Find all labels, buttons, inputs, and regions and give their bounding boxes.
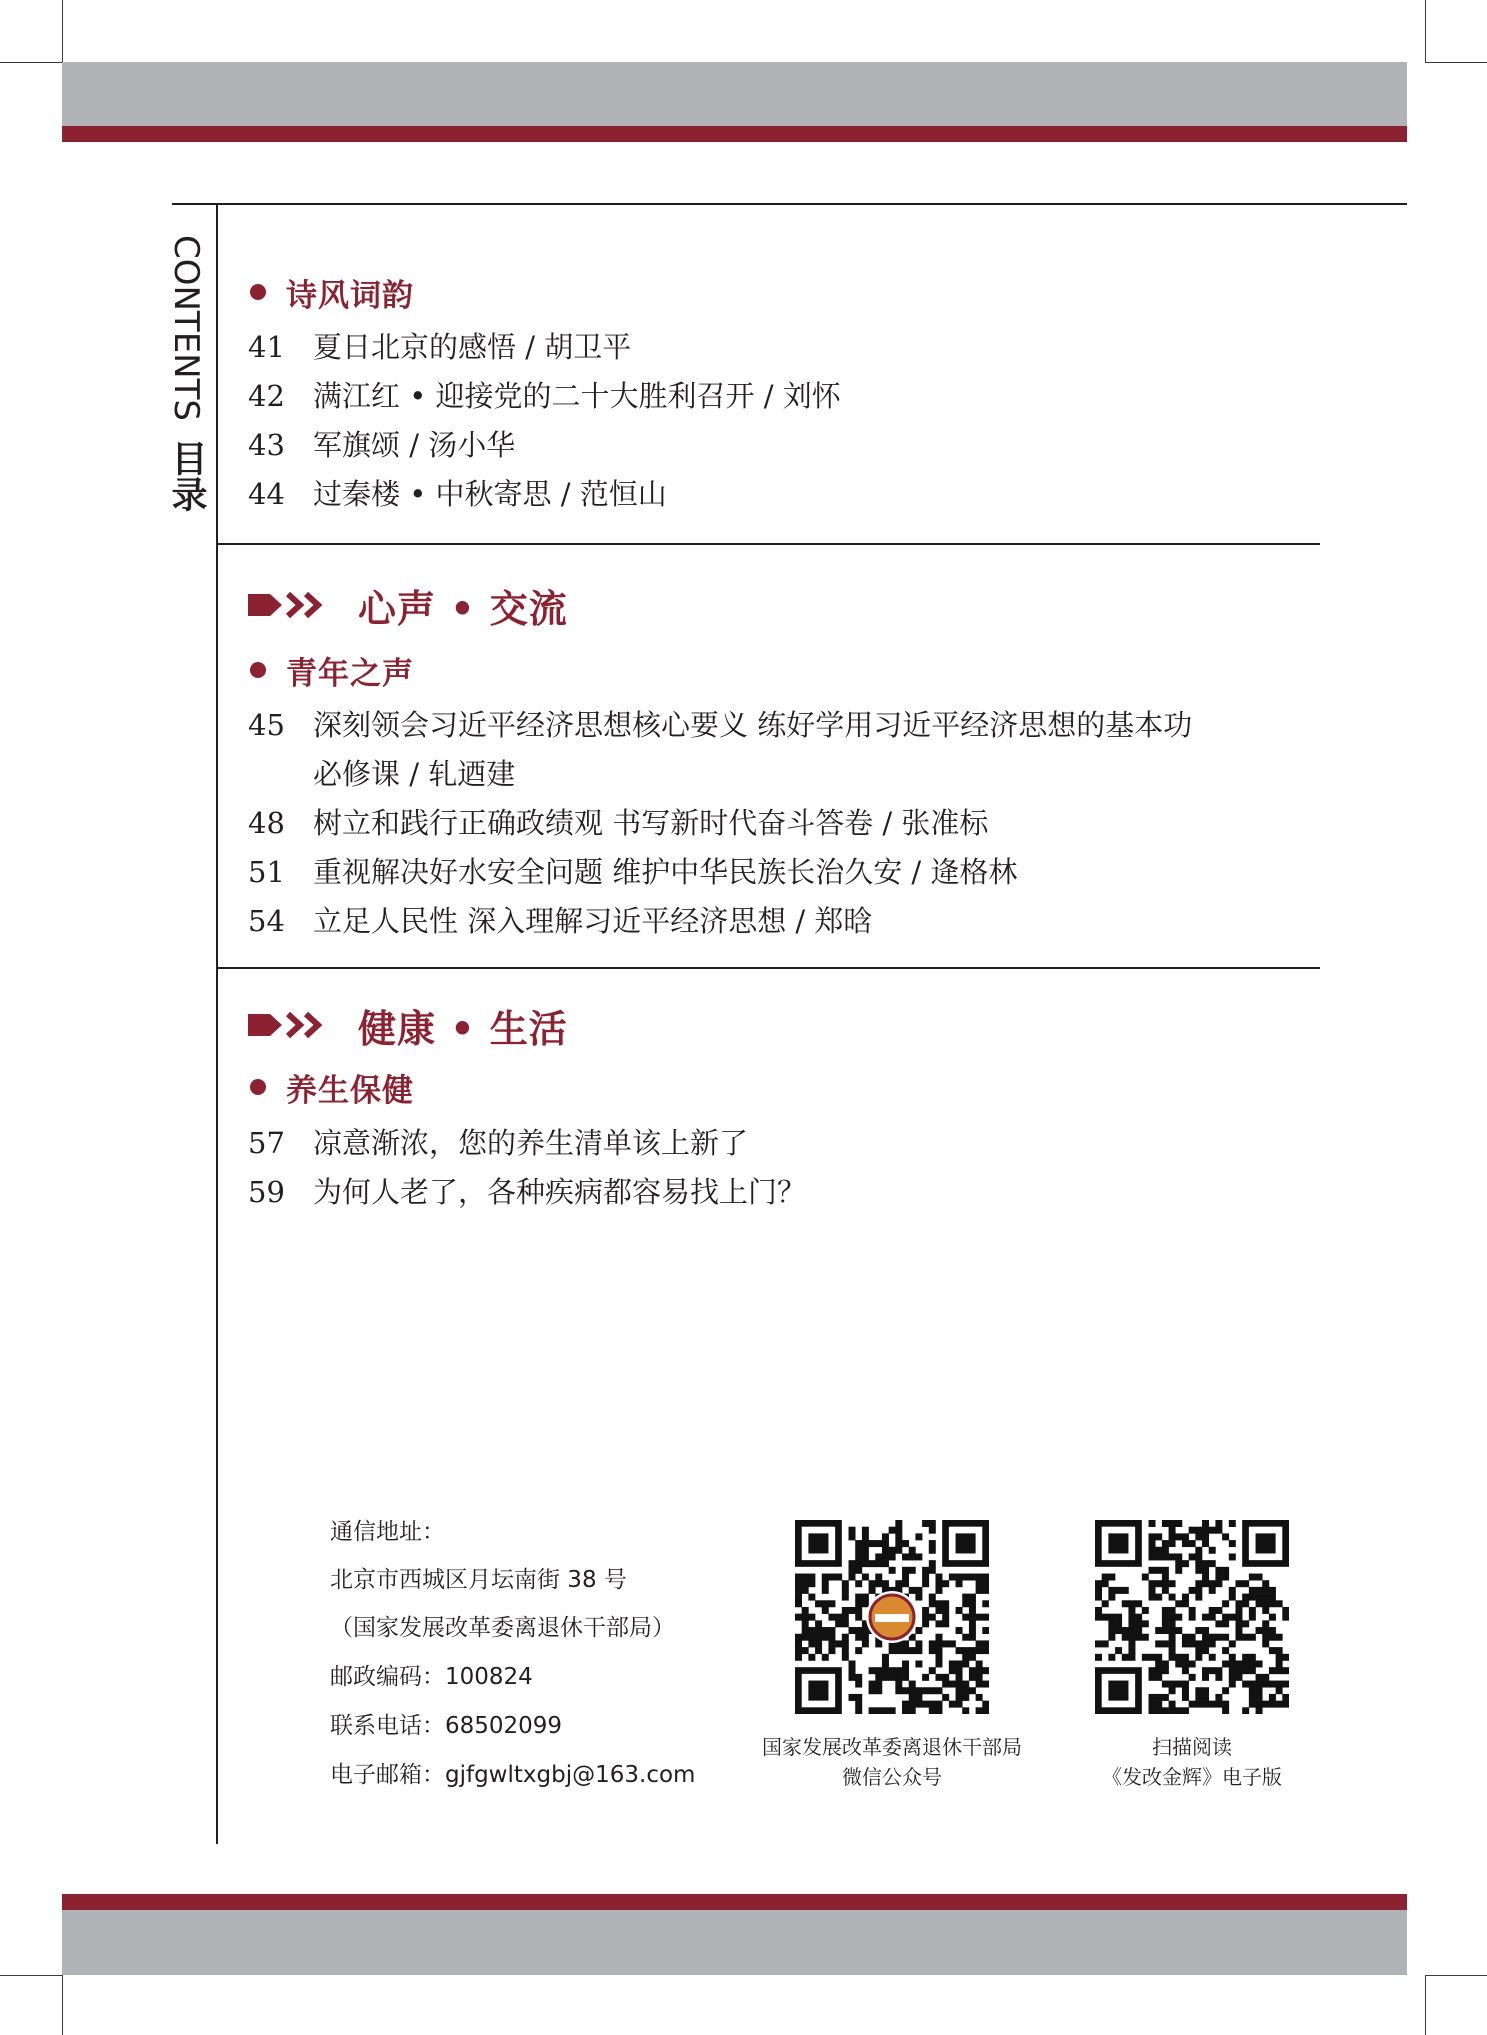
entry-title: 重视解决好水安全问题 维护中华民族长治久安 / 逄格林	[313, 855, 1018, 889]
contents-label-cn: 目录	[166, 439, 207, 512]
contact-phone: 联系电话：68502099	[330, 1713, 563, 1739]
section-title: 健康 • 生活	[358, 1005, 568, 1051]
qr-caption-line: 国家发展改革委离退休干部局	[762, 1735, 1022, 1759]
entry-title: 为何人老了，各种疾病都容易找上门？	[313, 1175, 807, 1209]
toc-entry[interactable]	[248, 1119, 748, 1167]
contact-heading: 通信地址：	[330, 1519, 445, 1545]
crop-mark	[62, 0, 63, 62]
section-title: 心声 • 交流	[358, 585, 568, 631]
bullet-icon	[250, 1079, 266, 1095]
subsection-title: 诗风词韵	[286, 277, 414, 314]
toc-entry[interactable]	[248, 421, 515, 469]
qr-caption	[742, 1732, 1042, 1792]
entry-title: 过秦楼 • 中秋寄思 / 范恒山	[313, 477, 667, 511]
section-divider	[218, 967, 1320, 969]
section-header	[248, 1000, 568, 1050]
toc-entry[interactable]	[248, 323, 631, 371]
section-divider	[218, 543, 1320, 545]
top-rule	[172, 203, 1407, 205]
section-header	[248, 580, 568, 630]
crop-mark	[62, 1975, 63, 2035]
vertical-rule	[216, 204, 218, 1844]
bullet-icon	[250, 284, 266, 300]
contact-postcode: 邮政编码：100824	[330, 1664, 533, 1690]
footer-accent-band	[62, 1894, 1407, 1910]
entry-title: 深刻领会习近平经济思想核心要义 练好学用习近平经济思想的基本功	[313, 708, 1193, 742]
toc-entry[interactable]	[248, 799, 988, 847]
wechat-qr-code[interactable]	[795, 1520, 989, 1714]
contact-org: （国家发展改革委离退休干部局）	[330, 1615, 675, 1641]
entry-title: 凉意渐浓，您的养生清单该上新了	[313, 1126, 749, 1160]
arrow-icon	[248, 586, 340, 624]
entry-title: 夏日北京的感悟 / 胡卫平	[313, 330, 632, 364]
page-number: 51	[248, 855, 285, 889]
toc-entry[interactable]	[248, 897, 872, 945]
subsection-header	[250, 1065, 414, 1109]
subsection-header	[250, 270, 414, 314]
contact-address: 北京市西城区月坛南街 38 号	[330, 1567, 627, 1593]
toc-entry[interactable]	[248, 372, 841, 420]
header-accent-band	[62, 126, 1407, 142]
entry-title: 树立和践行正确政绩观 书写新时代奋斗答卷 / 张准标	[313, 806, 989, 840]
qr-caption	[1042, 1732, 1342, 1792]
page-number: 45	[248, 708, 285, 742]
entry-title-continued[interactable]: 必修课 / 轧迺建	[313, 757, 516, 791]
subsection-title: 养生保健	[286, 1072, 414, 1109]
toc-entry[interactable]	[248, 470, 667, 518]
toc-entry[interactable]	[248, 701, 1192, 749]
crop-mark	[1425, 62, 1487, 63]
contents-label-en: CONTENTS	[166, 235, 206, 421]
contact-email[interactable]: 电子邮箱：gjfgwltxgbj@163.com	[330, 1762, 696, 1788]
crop-mark	[0, 62, 62, 63]
entry-title: 满江红 • 迎接党的二十大胜利召开 / 刘怀	[313, 379, 841, 413]
subsection-title: 青年之声	[286, 655, 414, 692]
bullet-icon	[250, 662, 266, 678]
page-number: 54	[248, 904, 285, 938]
toc-entry[interactable]	[248, 1168, 806, 1216]
entry-title: 立足人民性 深入理解习近平经济思想 / 郑晗	[313, 904, 873, 938]
qr-caption-line: 《发改金辉》电子版	[1102, 1765, 1282, 1789]
page-number: 41	[248, 330, 285, 364]
crop-mark	[0, 1975, 62, 1976]
page-number: 42	[248, 379, 285, 413]
qr-caption-line: 微信公众号	[842, 1765, 942, 1789]
arrow-icon	[248, 1006, 340, 1044]
subsection-header	[250, 648, 414, 692]
page-number: 43	[248, 428, 285, 462]
page-number: 44	[248, 477, 285, 511]
crop-mark	[1425, 1975, 1487, 1976]
entry-title: 军旗颂 / 汤小华	[313, 428, 516, 462]
page-number: 59	[248, 1175, 285, 1209]
footer-band	[62, 1910, 1407, 1975]
contents-label	[166, 235, 207, 512]
crop-mark	[1425, 1975, 1426, 2035]
ebook-qr-code[interactable]	[1095, 1520, 1289, 1714]
crop-mark	[1425, 0, 1426, 62]
qr-caption-line: 扫描阅读	[1152, 1735, 1232, 1759]
page-number: 57	[248, 1126, 285, 1160]
page-number: 48	[248, 806, 285, 840]
toc-entry[interactable]	[248, 848, 1017, 896]
header-band	[62, 62, 1407, 126]
